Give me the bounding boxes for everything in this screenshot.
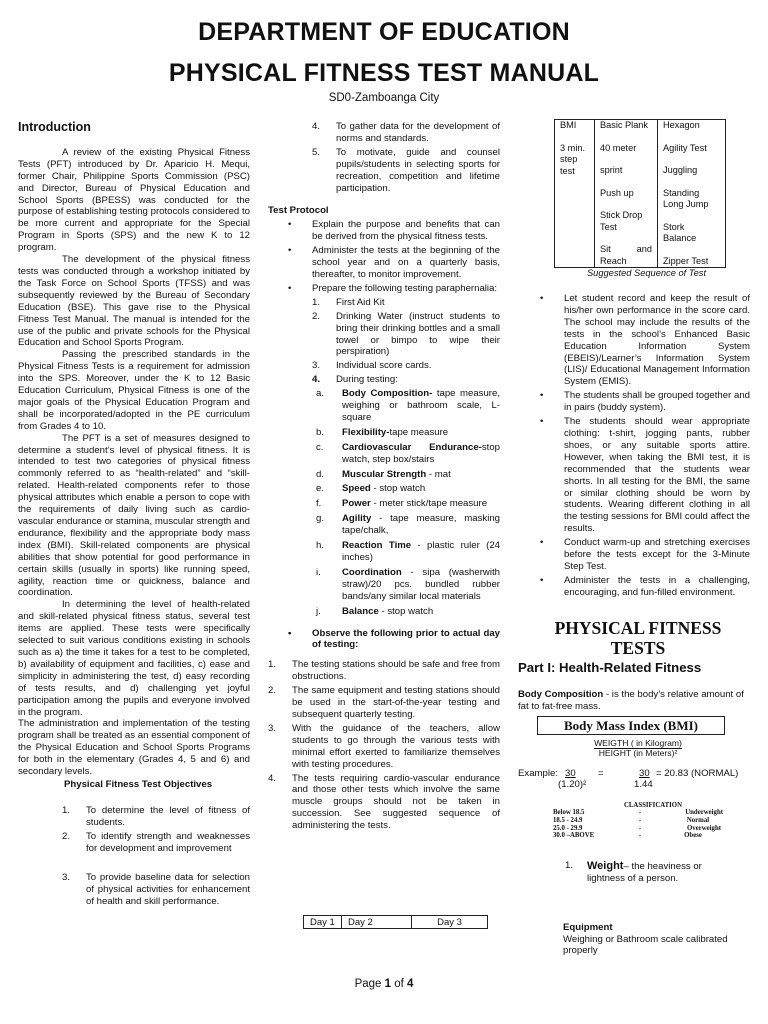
- list-item: e. Speed - stop watch: [316, 483, 426, 495]
- table-cell: sprint: [600, 165, 623, 175]
- intro-paragraph: The administration and implementation of the testing program shall be treated as an essential component of the Physical Education and School Sports Programs for both in the elementary (Grades 4, 5 and 6) and secondary levels.: [18, 718, 250, 778]
- list-item: h. Reaction Time - plastic ruler (24 inches): [316, 540, 501, 563]
- table-row: 18.5 - 24.9 - Normal: [553, 816, 710, 824]
- day-cell: Day 1: [304, 916, 342, 929]
- list-item: 3. To provide baseline data for selection of physical activities for enhancement of health and skill performance.: [62, 872, 250, 908]
- bmi-example: Example: 30 = 30 = 20.83 (NORMAL) (1.20)² 1.44: [518, 768, 739, 790]
- list-item: • Administer the tests in a challenging, encouraging, and fun-filled environment.: [540, 574, 750, 598]
- table-cell: Stork Balance: [663, 221, 697, 243]
- table-cell: 40 meter: [600, 142, 637, 153]
- pft-heading: PHYSICAL FITNESS TESTS: [554, 618, 722, 658]
- table-cell: Zipper Test: [663, 255, 709, 266]
- intro-paragraph: Passing the prescribed standards in the Physical Fitness Tests is a requirement for admission into the SPS. Moreover, under the K to 12 Basic Education Curriculum, Physical Fitness is one of the major goals of the Physical Education Program and shall be incorporated/adopted in the PE curriculum from Grades 4 to 10.: [18, 349, 250, 432]
- table-row: 25.0 - 29.9 - Overweight: [553, 824, 721, 832]
- list-item: d. Muscular Strength - mat: [316, 468, 451, 480]
- objectives-heading: Physical Fitness Test Objectives: [64, 778, 213, 790]
- table-cell: BMI: [560, 120, 577, 130]
- column-guidelines: [534, 293, 750, 601]
- test-sequence-table: [554, 119, 726, 268]
- part1-heading: Part I: Health-Related Fitness: [518, 660, 702, 675]
- intro-paragraph: The development of the physical fitness tests was conducted through a workshop initiated by the Task Force on School Sports (TFSS) and was subsequently reviewed by the Bureau of Secondary Education (BSE). This gave rise to the Physical Fitness Test Manual. The manual is intended for the use of the public and private schools for the Physical Education and School Sports Program.: [18, 254, 250, 349]
- list-item: g. Agility - tape measure, masking tape/chalk,: [316, 513, 500, 537]
- weight-definition: 1. Weight– the heaviness or lightness of a person.: [565, 860, 702, 884]
- column-introduction: [18, 122, 250, 910]
- list-item: 4. To gather data for the development of norms and standards.: [312, 121, 500, 144]
- equipment-heading: Equipment: [563, 922, 613, 933]
- table-cell: 3 min. step test: [560, 142, 586, 176]
- table-cell: Basic Plank: [600, 120, 649, 130]
- bmi-box: Body Mass Index (BMI): [537, 716, 725, 735]
- table-cell: Juggling: [663, 165, 698, 175]
- table-row: 30.0 –ABOVE - Obese: [553, 832, 702, 840]
- paraphernalia-list: [268, 297, 500, 386]
- list-item: 3. With the guidance of the teachers, allow students to go through the various tests with minimal effort exerted to familiarize themselves with testing procedures.: [268, 722, 500, 770]
- day-cell: Day 3: [412, 916, 488, 929]
- equipment-text: Weighing or Bathroom scale calibrated properly: [563, 933, 728, 956]
- list-item: • Conduct warm-up and stretching exercises before the tests except for the 3-Minute Step Test.: [540, 537, 750, 572]
- intro-paragraph: The PFT is a set of measures designed to determine a student’s level of physical fitness. It is intended to test two categories of physical fitness commonly referred to as “health-related” and “skill-related. Health-related components refer to those physical attributes which enable a person to cope with the requirements of daily living such as cardio-vascular endurance or stamina, muscular strength and endurance, flexibility and the appropriate body mass index (BMI). Skill-related components are physical abilities that show potential for good performance in certain skills (usually in sports) like running speed, agility, reaction time or quickness, balance and coordination.: [18, 432, 250, 599]
- guidelines-list: [534, 293, 750, 599]
- day-cell: Day 2: [342, 916, 412, 929]
- list-item: • Explain the purpose and benefits that can be derived from the physical fitness tests.: [288, 219, 500, 243]
- objectives-list-continued: [268, 121, 500, 194]
- list-item: f. Power - meter stick/tape measure: [316, 498, 488, 510]
- intro-paragraph: A review of the existing Physical Fitness Tests (PFT) introduced by Dr. Aparicio H. Mequi, former Chair, Philippine Sports Commission (PSC) and Director, Bureau of Physical Education and School Sports (BPESS) was conducted for the purpose of establishing testing protocols considered to be more current and appropriate for the Special Program in Sports (SPS) and the new K to 12 program.: [18, 146, 250, 254]
- list-item: • The students shall be grouped together and in pairs (buddy system).: [540, 390, 750, 414]
- list-item: 4. The tests requiring cardio-vascular endurance and those other tests which involve the same muscle groups should not be taken in succession. See suggested sequence of administering the tests.: [268, 772, 500, 832]
- list-item: c. Cardiovascular Endurance-stop watch, step box/stairs: [316, 441, 500, 465]
- table-cell: Sit and Reach: [600, 244, 652, 266]
- intro-paragraph: In determining the level of health-related and skill-related physical fitness status, several test items are applied. These tests were specifically selected to suit various conditions existing in schools such as a) the time it takes for a test to be completed, b) availability of equipment and facilities, c) ease and simplicity in administering the test, d) easy recording of tests results, and d) challenging yet joyful participation among the pupils and everyone involved in the program.: [18, 599, 250, 718]
- list-item: 2. Drinking Water (instruct students to bring their drinking bottles and a small towel or bimpo to wipe their perspiration): [312, 310, 500, 358]
- column-test-protocol: [268, 121, 500, 834]
- table-row: Below 18.5 - Underweight: [553, 809, 723, 816]
- list-item: 5. To motivate, guide and counsel pupils/students in selecting sports for recreation, competition and lifetime participation.: [312, 146, 500, 194]
- list-item: 1. First Aid Kit: [312, 296, 385, 308]
- test-protocol-heading: Test Protocol: [268, 205, 329, 217]
- table-cell: Standing Long Jump: [663, 187, 709, 209]
- testing-equipment-list: [268, 388, 500, 617]
- list-item: j. Balance - stop watch: [316, 605, 434, 617]
- body-composition-definition: Body Composition - is the body’s relative amount of fat to fat-free mass.: [518, 689, 744, 712]
- list-item: 4. During testing:: [312, 374, 398, 386]
- table-cell: Stick Drop Test: [600, 210, 643, 232]
- list-item: 2. The same equipment and testing stations should be used in the start-of-the-year testing and subsequent quarterly testing.: [268, 685, 500, 720]
- list-item: • Prepare the following testing paraphernalia:: [288, 282, 498, 294]
- table-cell: Hexagon: [663, 120, 700, 130]
- equipment-section: [563, 922, 753, 957]
- list-item: i. Coordination - sipa (washerwith straw)/20 pcs. bundled rubber bands/any similar local materials: [316, 566, 500, 602]
- list-item: • The students should wear appropriate clothing: t-shirt, jogging pants, rubber shoes, or any suitable sports attire. However, when taking the BMI test, it is recommended that the students wear shorts. In all testing for the BMI, the same or similar clothing should be worn by students. Wearing different clothing in all the testing sessions for BMI could affect the results.: [540, 416, 750, 535]
- observe-heading: • Observe the following prior to actual day of testing:: [288, 627, 500, 651]
- list-item: 2. To identify strength and weaknesses for development and improvement: [62, 830, 250, 854]
- introduction-heading: Introduction: [18, 120, 91, 134]
- days-table: [303, 915, 488, 929]
- bmi-classification: CLASSIFICATION Below 18.5 - Underweight 18.5 - 24.9 - Normal 25.0 - 29.9 - Overweight 30.0 –ABOVE - Obese: [553, 802, 723, 840]
- protocol-list: [268, 219, 500, 294]
- table-cell: Agility Test: [663, 142, 707, 153]
- list-item: • Let student record and keep the result of his/her own performance in the score card. The school may include the results of the tests in the school’s Enhanced Basic Education Information System (EBEIS)/Learner’s Information System (LIS)/ Educational Management Information System (EMIS).: [540, 293, 750, 388]
- list-item: b. Flexibility-tape measure: [316, 426, 449, 438]
- bmi-formula: WEIGTH ( in Kilogram) HEIGHT (in Meters)²: [594, 738, 682, 758]
- observe-list: [268, 659, 500, 832]
- table-cell: Push up: [600, 187, 634, 198]
- page-number: Page 1 of 4: [354, 978, 414, 990]
- table-caption: Suggested Sequence of Test: [586, 268, 707, 278]
- division-subtitle: SD0-Zamboanga City: [328, 92, 440, 104]
- list-item: • Administer the tests at the beginning of the school year and on a quarterly basis, thereafter, to monitor improvement.: [288, 245, 500, 280]
- list-item: 3. Individual score cards.: [312, 360, 432, 372]
- list-item: a. Body Composition- tape measure, weighing or bathroom scale, L-square: [316, 388, 500, 423]
- list-item: 1. To determine the level of fitness of students.: [62, 804, 250, 828]
- objectives-list: [18, 805, 250, 908]
- manual-title: PHYSICAL FITNESS TEST MANUAL: [168, 59, 600, 87]
- list-item: 1. The testing stations should be safe and free from obstructions.: [268, 659, 500, 683]
- document-title: DEPARTMENT OF EDUCATION: [198, 18, 570, 46]
